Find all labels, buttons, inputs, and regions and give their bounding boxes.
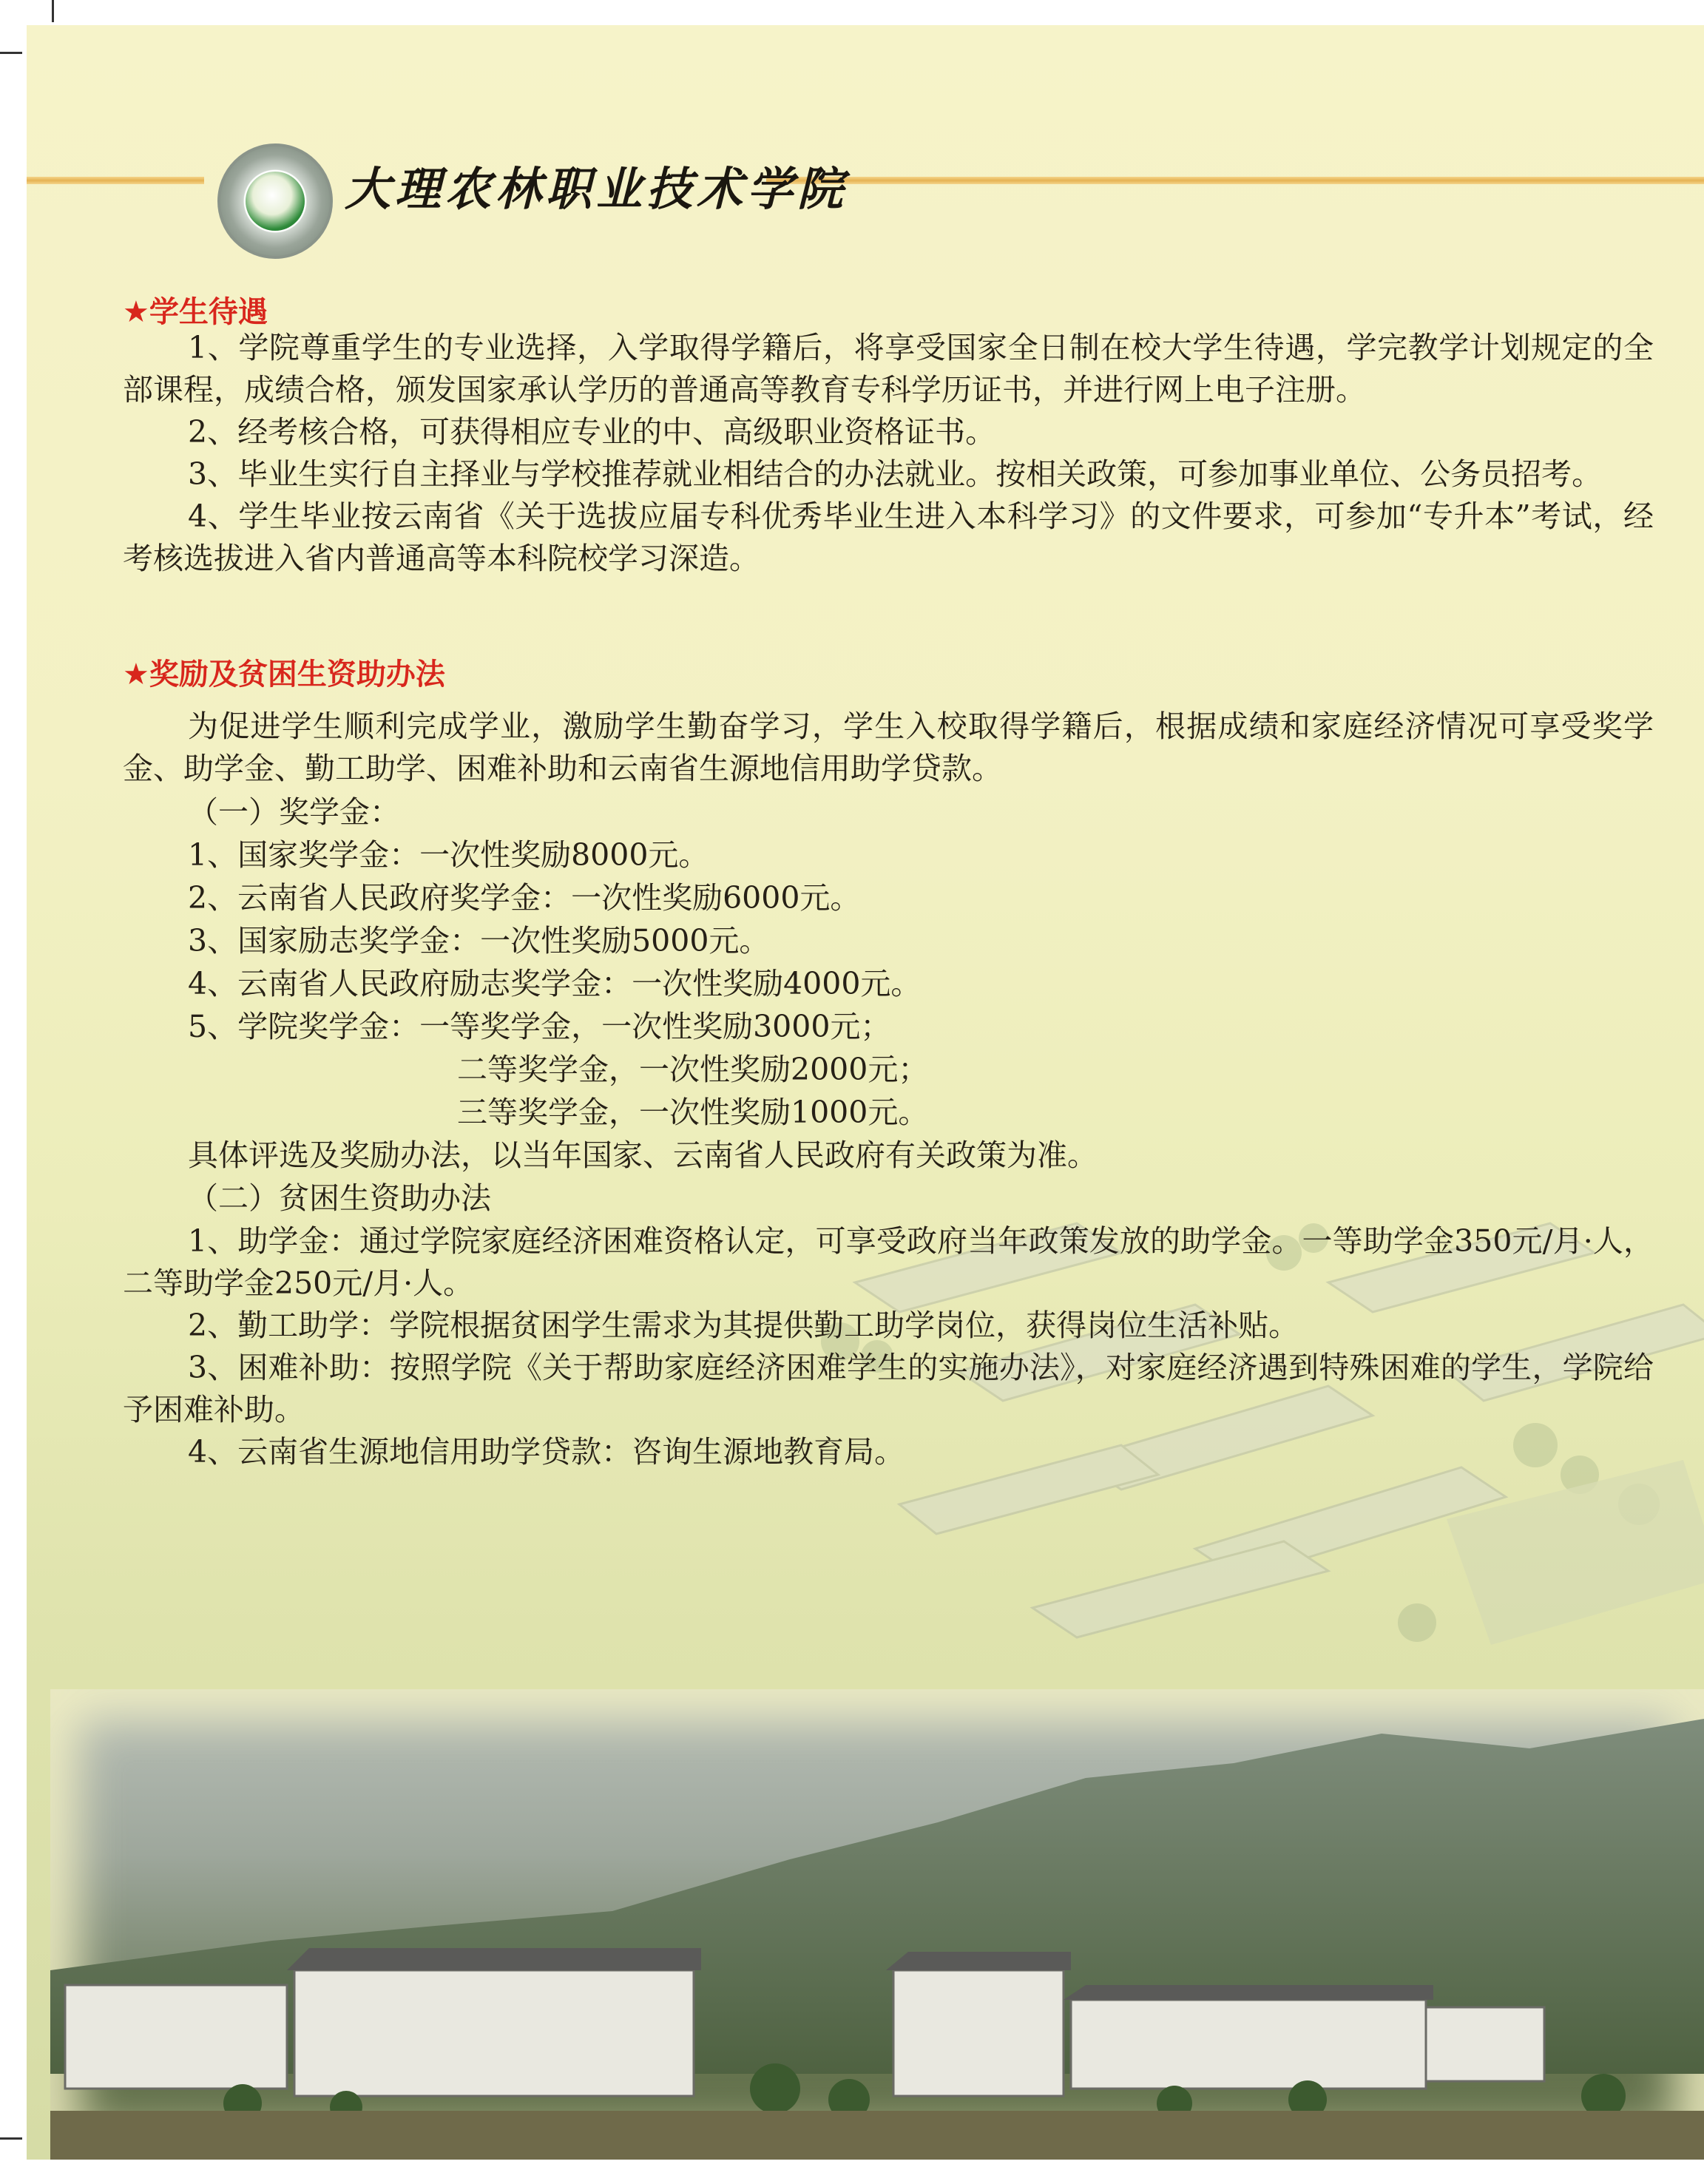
aid-item: 3、困难补助：按照学院《关于帮助家庭经济困难学生的实施办法》，对家庭经济遇到特殊困难的学生，学院给予困难补助。 (123, 1350, 1654, 1427)
header-rule-left (27, 177, 204, 184)
scholarship-item: 4、云南省人民政府励志奖学金：一次性奖励4000元。 (188, 966, 922, 1001)
aid-item: 1、助学金：通过学院家庭经济困难资格认定，可享受政府当年政策发放的助学金。一等助学金350元/月·人，二等助学金250元/月·人。 (123, 1223, 1654, 1301)
college-emblem-logo (217, 143, 333, 259)
scholarship-note: 具体评选及奖励办法，以当年国家、云南省人民政府有关政策为准。 (188, 1137, 1098, 1173)
emblem-leaf-icon (246, 172, 305, 231)
scholarship-heading: （一）奖学金： (188, 794, 400, 830)
paragraph: 为促进学生顺利完成学业，激励学生勤奋学习，学生入校取得学籍后，根据成绩和家庭经济情况可享受奖学金、助学金、勤工助学、困难补助和云南省生源地信用助学贷款。 (123, 709, 1654, 786)
paragraph: 4、学生毕业按云南省《关于选拔应届专科优秀毕业生进入本科学习》的文件要求，可参加“专升本”考试，经考核选拔进入省内普通高等本科院校学习深造。 (123, 498, 1654, 576)
scholarship-item: 1、国家奖学金：一次性奖励8000元。 (188, 837, 709, 873)
header-rule-right (766, 177, 1704, 184)
campus-photo (50, 1689, 1704, 2160)
scholarship-tier: 三等奖学金，一次性奖励1000元。 (457, 1095, 929, 1130)
campus-photo-scene (50, 1689, 1704, 2160)
college-name-wordmark: 大理农林职业技术学院 (345, 162, 848, 216)
section-title-scholarship-aid: ★奖励及贫困生资助办法 (123, 657, 445, 692)
aid-item: 2、勤工助学：学院根据贫困学生需求为其提供勤工助学岗位，获得岗位生活补贴。 (188, 1308, 1299, 1343)
section-student-treatment-body (123, 327, 1654, 580)
scholarship-item: 2、云南省人民政府奖学金：一次性奖励6000元。 (188, 880, 861, 916)
section-title-student-treatment: ★学生待遇 (123, 295, 268, 329)
section-scholarship-aid-intro (123, 706, 1654, 790)
crop-mark (0, 52, 22, 54)
paragraph: 3、毕业生实行自主择业与学校推荐就业相结合的办法就业。按相关政策，可参加事业单位、公务员招考。 (188, 456, 1603, 492)
paragraph: 1、学院尊重学生的专业选择，入学取得学籍后，将享受国家全日制在校大学生待遇，学完教学计划规定的全部课程，成绩合格，颁发国家承认学历的普通高等教育专科学历证书，并进行网上电子注册。 (123, 330, 1654, 408)
aid-items-body (123, 1220, 1654, 1473)
crop-mark (52, 0, 54, 22)
scholarship-item: 3、国家励志奖学金：一次性奖励5000元。 (188, 923, 770, 959)
crop-mark (0, 2137, 22, 2140)
aid-heading: （二）贫困生资助办法 (188, 1180, 491, 1216)
aid-item: 4、云南省生源地信用助学贷款：咨询生源地教育局。 (188, 1434, 905, 1470)
scholarship-tier: 二等奖学金，一次性奖励2000元； (457, 1052, 929, 1087)
scholarship-item: 5、学院奖学金：一等奖学金，一次性奖励3000元； (188, 1009, 891, 1044)
paragraph: 2、经考核合格，可获得相应专业的中、高级职业资格证书。 (188, 414, 996, 450)
brochure-page (27, 25, 1704, 2160)
